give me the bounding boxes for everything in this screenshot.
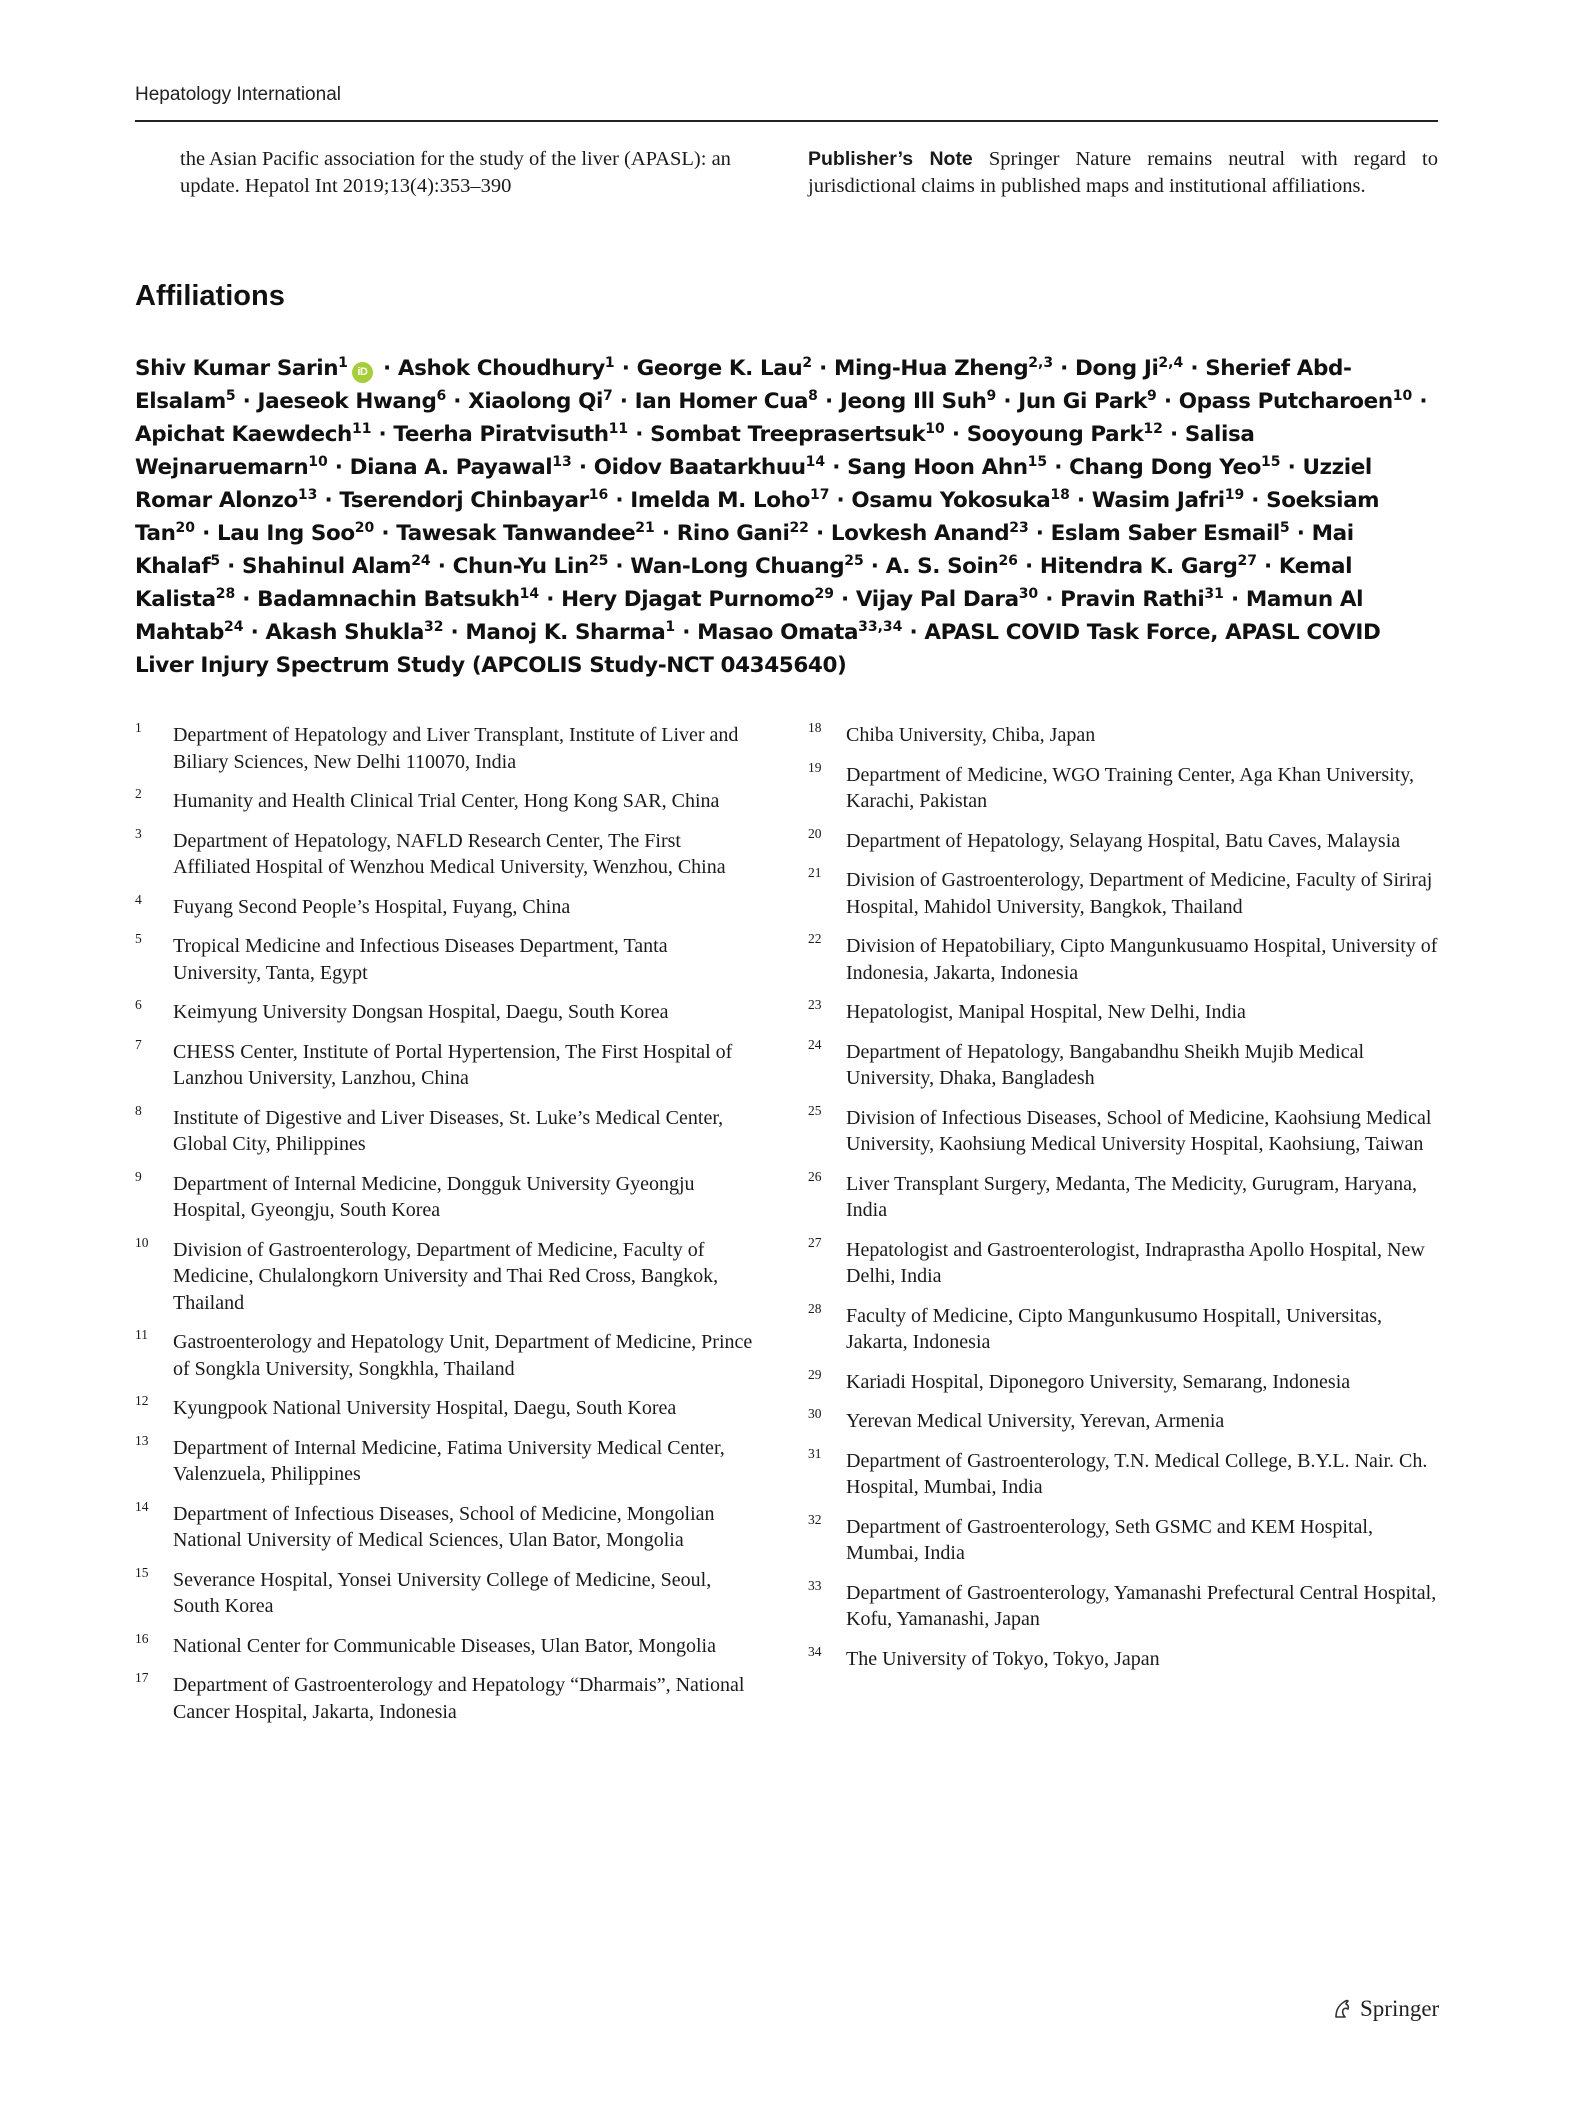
affiliation-text: Department of Internal Medicine, Dongguk University Gyeongju Hospital, Gyeongju, South Korea [173, 1172, 695, 1221]
author-name: Oidov Baatarkhuu [593, 455, 806, 480]
affiliation-text: Division of Gastroenterology, Department of Medicine, Faculty of Siriraj Hospital, Mahidol University, Bangkok, Thailand [846, 869, 1433, 918]
affiliation-number: 11 [135, 1327, 148, 1342]
affiliation-number: 19 [808, 759, 822, 775]
affiliation-number: 8 [135, 1102, 142, 1118]
author-affiliation-ref: 13 [552, 454, 572, 470]
author-name: A. S. Soin [885, 554, 999, 579]
affiliation-number: 28 [808, 1300, 822, 1316]
affiliation-item [808, 1234, 1438, 1290]
affiliation-text: Hepatologist, Manipal Hospital, New Delhi, India [846, 1001, 1246, 1023]
affiliation-item [808, 759, 1438, 815]
affiliation-number: 12 [135, 1393, 149, 1408]
author-name: Mai Khalaf [135, 521, 1354, 579]
author-entry [396, 521, 655, 546]
running-head: Hepatology International [135, 84, 341, 105]
author-affiliation-ref: 10 [308, 454, 328, 470]
author-affiliation-ref: 17 [809, 487, 830, 503]
affiliation-text: Institute of Digestive and Liver Diseases, St. Luke’s Medical Center, Global City, Philippines [173, 1106, 724, 1155]
affiliation-number: 3 [135, 825, 142, 841]
affiliation-number: 21 [808, 865, 822, 880]
author-affiliation-ref: 21 [635, 520, 655, 536]
section-title: Affiliations [135, 280, 285, 312]
affiliation-number: 13 [135, 1432, 149, 1448]
affiliation-text: Tropical Medicine and Infectious Diseases Department, Tanta University, Tanta, Egypt [173, 935, 668, 984]
affiliation-number: 22 [808, 931, 822, 946]
affiliation-item [808, 867, 1438, 920]
author-entry [677, 521, 809, 546]
author-affiliation-ref: 11 [608, 421, 629, 437]
author-entry [594, 455, 825, 480]
author-name: Akash Shukla [265, 620, 424, 645]
author-affiliation-ref: 10 [925, 421, 945, 437]
affiliation-text: Keimyung University Dongsan Hospital, Daegu, South Korea [173, 1001, 669, 1023]
author-entry [1051, 521, 1290, 546]
orcid-icon[interactable]: iD [352, 362, 373, 383]
author-affiliation-ref: 5 [225, 388, 236, 404]
author-affiliation-ref: 24 [224, 619, 244, 635]
affiliation-text: Department of Hepatology and Liver Transplant, Institute of Liver and Biliary Sciences, New Delhi 110070, India [173, 724, 739, 773]
author-name: Hitendra K. Garg [1039, 554, 1238, 579]
author-name: Rino Gani [676, 521, 790, 546]
author-affiliation-ref: 32 [423, 619, 444, 635]
affiliation-number: 15 [135, 1564, 149, 1580]
affiliation-text: Chiba University, Chiba, Japan [846, 724, 1096, 746]
affiliation-text: Liver Transplant Surgery, Medanta, The Medicity, Gurugram, Haryana, India [846, 1172, 1417, 1221]
affiliation-number: 33 [808, 1577, 822, 1593]
affiliation-text: Gastroenterology and Hepatology Unit, Department of Medicine, Prince of Songkla University, Songkhla, Thailand [173, 1331, 753, 1380]
author-entry [967, 422, 1163, 447]
author-affiliation-ref: 10 [1392, 388, 1413, 404]
affiliation-text: Kyungpook National University Hospital, Daegu, South Korea [173, 1397, 677, 1419]
author-affiliation-ref: 27 [1237, 553, 1257, 569]
affiliation-number: 20 [808, 825, 822, 841]
affiliation-number: 7 [135, 1036, 142, 1052]
author-affiliation-ref: 29 [814, 586, 834, 602]
affiliation-text: Division of Infectious Diseases, School of Medicine, Kaohsiung Medical University, Kaohsiung Medical University Hospital, Kaohsiung, Taiwan [846, 1106, 1432, 1155]
affiliation-text: Department of Infectious Diseases, School of Medicine, Mongolian National University of Medical Sciences, Ulan Bator, Mongolia [173, 1502, 715, 1551]
affiliation-number: 4 [135, 891, 142, 907]
affiliation-item [808, 1577, 1438, 1633]
author-entry [886, 554, 1018, 579]
publisher-note [808, 146, 1438, 200]
author-name: Jeong Ill Suh [839, 389, 987, 414]
affiliation-item [135, 891, 755, 921]
affiliation-text: Department of Hepatology, Selayang Hospital, Batu Caves, Malaysia [846, 829, 1401, 852]
affiliation-item [135, 999, 755, 1026]
author-affiliation-ref: 14 [805, 454, 826, 470]
affiliation-number: 10 [135, 1234, 149, 1250]
author-name: Hery Djagat Purnomo [561, 587, 815, 612]
affiliation-text: CHESS Center, Institute of Portal Hypertension, The First Hospital of Lanzhou University, Lanzhou, China [173, 1040, 733, 1089]
affiliation-item [135, 1036, 755, 1092]
author-affiliation-ref: 19 [1224, 487, 1245, 503]
author-entry [135, 356, 376, 381]
affiliation-text: Severance Hospital, Yonsei University College of Medicine, Seoul, South Korea [173, 1568, 712, 1617]
author-affiliation-ref: 7 [602, 388, 613, 404]
author-affiliation-ref: 15 [1261, 454, 1281, 470]
author-name: Diana A. Payawal [349, 455, 553, 480]
author-name: Badamnachin Batsukh [257, 587, 520, 612]
affiliation-number: 23 [808, 997, 822, 1012]
author-affiliation-ref: 6 [436, 388, 447, 404]
affiliation-number: 29 [808, 1366, 822, 1382]
author-entry [851, 488, 1069, 513]
author-entry [398, 356, 615, 381]
affiliation-number: 31 [808, 1445, 822, 1461]
affiliation-item [808, 1168, 1438, 1224]
author-entry [856, 587, 1038, 612]
author-entry [635, 389, 818, 414]
author-name: Opass Putcharoen [1178, 389, 1393, 414]
publisher-note-text: Springer Nature remains neutral with regard to jurisdictional claims in published maps and institutional affiliations. [808, 148, 1438, 197]
author-affiliation-ref: 25 [844, 553, 864, 569]
author-affiliation-ref: 25 [588, 553, 609, 569]
affiliation-text: Department of Internal Medicine, Fatima University Medical Center, Valenzuela, Philippines [173, 1436, 725, 1485]
affiliation-item [808, 1036, 1438, 1092]
author-name: Xiaolong Qi [468, 389, 603, 414]
affiliation-item [808, 1408, 1438, 1435]
author-name: Soeksiam Tan [135, 488, 1380, 546]
affiliation-item [135, 1432, 755, 1488]
affiliation-number: 14 [135, 1498, 149, 1514]
author-entry [257, 587, 539, 612]
author-name: Jun Gi Park [1018, 389, 1148, 414]
author-name: Tawesak Tanwandee [396, 521, 636, 546]
author-list: Shiv Kumar Sarin$^1$iD · Ashok Choudhury$^1$ · George K. Lau$^2$ · Ming-Hua Zheng$^{2,3}$ · Dong Ji$^{2,4}$ · Sherief Abd-Elsalam$^5$ · Jaeseok Hwang$^6$ · Xiaolong $Qi^7$ · Ian Homer Cua$^8$ · Jeong Ill Suh$^9$ · Jun Gi Park$^9$ · Opass Putcharoen$^{10}$ · Apichat Kaewdech$^{11}$ · Teerha Piratvisuth$^{11}$ · Sombat Treeprasertsuk$^{10}$ · Sooyoung Park$^{12}$ · Salisa Wejnaruemarn$^{10}$ · Diana A. Payawal$^{13}$ · Oidov Baatarkhuu$^{14}$ · Sang Hoon Ahn$^{15}$ · Chang Dong Yeo$^{15}$ · Uzziel Romar Alonzo$^{13}$ · Tserendorj Chinbayar$^{16}$ · Imelda M. Loho$^{17}$ · Osamu Yokosuka$^{18}$ · Wasim Jafri$^{19}$ · Soeksiam Tan$^{20}$ · Lau Ing Soo$^{20}$ · Tawesak Tanwandee$^{21}$ · Rino Gani$^{22}$ · Lovkesh Anand$^{23}$ · Eslam Saber Esmail$^5$ · Mai Khalaf$^5$ · Shahinul Alam$^{24}$ · Chun-Yu Lin$^{25}$ · Wan-Long Chuang$^{25}$ · A. S. Soin$^{26}$ · Hitendra K. Garg$^{27}$ · Kemal Kalista$^{28}$ · Badamnachin Batsukh$^{14}$ · Hery Djagat Purnomo$^{29}$ · Vijay Pal Dara$^{30}$ · Pravin Rathi$^{31}$ · Mamun Al Mahtab$^{24}$ · Akash Shukla$^{32}$ · Manoj K. Sharma$^1$ · Masao Omata$^{33,34}$ · APASL COVID Task Force, APASL COVID Liver Injury Spectrum Study (APCOLIS Study-NCT 04345640) [135, 355, 1428, 678]
author-affiliation-ref: 16 [588, 487, 609, 503]
affiliation-item [135, 1234, 755, 1317]
author-affiliation-ref: 14 [519, 586, 540, 602]
affiliation-text: Kariadi Hospital, Diponegoro University, Semarang, Indonesia [846, 1370, 1351, 1393]
author-entry [637, 356, 812, 381]
author-affiliation-ref: 2,4 [1158, 355, 1184, 371]
affiliation-text: Hepatologist and Gastroenterologist, Indraprastha Apollo Hospital, New Delhi, India [846, 1238, 1425, 1287]
affiliation-text: Division of Hepatobiliary, Cipto Mangunkusuamo Hospital, University of Indonesia, Jakarta, Indonesia [846, 935, 1438, 984]
affiliation-item [135, 933, 755, 986]
affiliation-item [135, 722, 755, 775]
author-affiliation-ref: 9 [1147, 388, 1157, 404]
author-name: Uzziel Romar Alonzo [135, 455, 1372, 513]
author-name: Kemal Kalista [135, 554, 1353, 612]
author-name: Ashok Choudhury [397, 356, 605, 381]
affiliation-item [808, 1643, 1438, 1673]
affiliation-item [808, 825, 1438, 855]
author-name: Jaeseok Hwang [257, 389, 437, 414]
affiliations-right-column [808, 722, 1438, 1685]
author-entry [840, 389, 996, 414]
author-affiliation-ref: 5 [1279, 520, 1290, 536]
author-entry [697, 620, 902, 645]
affiliation-item [808, 999, 1438, 1026]
affiliation-item [135, 1672, 755, 1725]
affiliation-number: 16 [135, 1630, 149, 1646]
author-name: Teerha Piratvisuth [393, 422, 609, 447]
header-rule [135, 120, 1438, 122]
author-affiliation-ref: 13 [297, 487, 318, 503]
author-entry [630, 488, 829, 513]
publisher-logo [1330, 1996, 1439, 2022]
author-affiliation-ref: 33,34 [858, 619, 903, 635]
author-name: Mamun Al Mahtab [135, 587, 1364, 645]
author-affiliation-ref: 20 [354, 520, 375, 536]
author-affiliation-ref: 12 [1143, 421, 1163, 437]
author-affiliation-ref: 30 [1018, 586, 1039, 602]
affiliation-text: Faculty of Medicine, Cipto Mangunkusumo Hospitall, Universitas, Jakarta, Indonesia [846, 1304, 1383, 1353]
affiliation-item [135, 1102, 755, 1158]
author-entry [393, 422, 628, 447]
author-affiliation-ref: 2 [802, 355, 813, 371]
author-entry [135, 422, 371, 447]
author-affiliation-ref: 24 [411, 553, 431, 569]
author-name: Salisa Wejnaruemarn [135, 422, 1255, 480]
author-affiliation-ref: 1 [604, 355, 615, 371]
affiliation-number: 1 [135, 720, 142, 735]
author-entry [1075, 356, 1183, 381]
publisher-name: Springer [1360, 1996, 1440, 2021]
author-name: Vijay Pal Dara [855, 587, 1019, 612]
author-affiliation-ref: 22 [789, 520, 809, 536]
affiliation-item [808, 933, 1438, 986]
author-name: Dong Ji [1075, 356, 1159, 381]
author-entry [217, 521, 374, 546]
author-name: Wasim Jafri [1091, 488, 1225, 513]
affiliation-text: Department of Medicine, WGO Training Center, Aga Khan University, Karachi, Pakistan [846, 763, 1414, 812]
author-entry [847, 455, 1047, 480]
author-entry [1060, 587, 1224, 612]
affiliation-item [808, 1445, 1438, 1501]
affiliation-text: Department of Gastroenterology and Hepatology “Dharmais”, National Cancer Hospital, Jakarta, Indonesia [173, 1674, 745, 1723]
affiliation-item [135, 825, 755, 881]
author-affiliation-ref: 8 [808, 388, 818, 404]
affiliation-item [135, 1564, 755, 1620]
author-name: Shahinul Alam [242, 554, 412, 579]
affiliation-number: 24 [808, 1036, 822, 1052]
affiliation-number: 27 [808, 1234, 822, 1250]
author-affiliation-ref: 11 [351, 421, 372, 437]
affiliation-number: 5 [135, 931, 142, 946]
author-name: Sooyoung Park [966, 422, 1144, 447]
affiliation-text: Department of Gastroenterology, Seth GSMC and KEM Hospital, Mumbai, India [846, 1515, 1373, 1564]
author-entry [1040, 554, 1257, 579]
affiliation-item [808, 722, 1438, 749]
affiliation-number: 26 [808, 1168, 822, 1184]
author-name: Osamu Yokosuka [851, 488, 1051, 513]
author-entry [242, 554, 431, 579]
affiliation-item [135, 1329, 755, 1382]
author-entry [465, 620, 675, 645]
affiliations-left-column [135, 722, 755, 1738]
author-name: Tserendorj Chinbayar [339, 488, 589, 513]
affiliation-item [135, 1630, 755, 1660]
affiliation-number: 17 [135, 1670, 149, 1685]
author-affiliation-ref: 1 [338, 355, 348, 371]
author-affiliation-ref: 1 [665, 619, 676, 635]
author-affiliation-ref: 15 [1027, 454, 1048, 470]
affiliation-item [808, 1366, 1438, 1396]
author-entry [650, 422, 945, 447]
author-name: Sherief Abd-Elsalam [135, 356, 1352, 414]
author-affiliation-ref: 2,3 [1028, 355, 1054, 371]
affiliation-text: Department of Gastroenterology, T.N. Medical College, B.Y.L. Nair. Ch. Hospital, Mumbai, India [846, 1449, 1428, 1498]
author-entry [350, 455, 572, 480]
affiliation-number: 32 [808, 1511, 822, 1527]
author-affiliation-ref: 23 [1009, 520, 1029, 536]
author-name: George K. Lau [636, 356, 803, 381]
affiliation-text: Department of Hepatology, Bangabandhu Sheikh Mujib Medical University, Dhaka, Bangladesh [846, 1040, 1365, 1089]
author-name: Masao Omata [697, 620, 859, 645]
author-entry [1179, 389, 1413, 414]
affiliation-item [135, 1168, 755, 1224]
author-name: Manoj K. Sharma [465, 620, 666, 645]
author-name: Sombat Treeprasertsuk [650, 422, 926, 447]
author-name: Wan-Long Chuang [630, 554, 845, 579]
author-affiliation-ref: 31 [1204, 586, 1224, 602]
author-affiliation-ref: 28 [215, 586, 236, 602]
author-entry [453, 554, 609, 579]
author-name: Ian Homer Cua [634, 389, 809, 414]
affiliation-text: Yerevan Medical University, Yerevan, Armenia [846, 1410, 1225, 1432]
author-entry [561, 587, 834, 612]
affiliation-item [808, 1300, 1438, 1356]
author-entry [1092, 488, 1244, 513]
author-entry [265, 620, 443, 645]
springer-horse-icon [1330, 1997, 1354, 2021]
affiliation-text: Division of Gastroenterology, Department of Medicine, Faculty of Medicine, Chulalongkorn University and Thai Red Cross, Bangkok, Thailand [173, 1238, 719, 1314]
author-name: Shiv Kumar Sarin [135, 356, 339, 381]
author-entry [339, 488, 608, 513]
author-entry [831, 521, 1029, 546]
affiliation-text: Fuyang Second People’s Hospital, Fuyang, China [173, 895, 571, 918]
author-name: Lovkesh Anand [830, 521, 1010, 546]
author-affiliation-ref: 9 [986, 388, 997, 404]
author-name: Chang Dong Yeo [1069, 455, 1261, 480]
affiliation-text: Humanity and Health Clinical Trial Center, Hong Kong SAR, China [173, 790, 720, 812]
author-name: Sang Hoon Ahn [847, 455, 1028, 480]
author-entry [834, 356, 1053, 381]
reference-continuation: the Asian Pacific association for the study of the liver (APASL): an update. Hepatol Int 2019;13(4):353–390 [180, 148, 731, 197]
affiliation-number: 30 [808, 1406, 822, 1421]
affiliation-number: 9 [135, 1168, 142, 1184]
affiliation-item [135, 1498, 755, 1554]
affiliation-number: 2 [135, 786, 142, 801]
author-entry [630, 554, 863, 579]
author-name: Pravin Rathi [1060, 587, 1205, 612]
affiliation-number: 34 [808, 1643, 822, 1659]
author-entry [1018, 389, 1157, 414]
author-name: Ming-Hua Zheng [834, 356, 1029, 381]
author-name: Apichat Kaewdech [135, 422, 352, 447]
author-affiliation-ref: 20 [175, 520, 195, 536]
affiliation-item [808, 1511, 1438, 1567]
author-name: Imelda M. Loho [630, 488, 810, 513]
author-affiliation-ref: 26 [998, 553, 1018, 569]
author-name: Eslam Saber Esmail [1050, 521, 1280, 546]
affiliation-number: 18 [808, 720, 822, 735]
affiliation-item [135, 1395, 755, 1422]
author-entry [258, 389, 447, 414]
author-entry [1069, 455, 1280, 480]
author-name: Chun-Yu Lin [452, 554, 589, 579]
affiliation-number: 25 [808, 1102, 822, 1118]
affiliation-item [135, 788, 755, 815]
affiliation-text: Department of Gastroenterology, Yamanashi Prefectural Central Hospital, Kofu, Yamanashi, Japan [846, 1581, 1437, 1630]
affiliation-item [808, 1102, 1438, 1158]
author-name: Lau Ing Soo [216, 521, 355, 546]
affiliation-text: The University of Tokyo, Tokyo, Japan [846, 1647, 1160, 1670]
affiliation-number: 6 [135, 997, 142, 1012]
affiliation-text: National Center for Communicable Diseases, Ulan Bator, Mongolia [173, 1634, 716, 1657]
author-affiliation-ref: 5 [210, 553, 221, 569]
affiliation-text: Department of Hepatology, NAFLD Research Center, The First Affiliated Hospital of Wenzhou Medical University, Wenzhou, China [173, 829, 726, 878]
author-entry [468, 389, 613, 414]
author-affiliation-ref: 18 [1050, 487, 1070, 503]
publisher-note-label: Publisher’s Note [808, 148, 973, 170]
author-name: APASL COVID Task Force, APASL COVID Liver Injury Spectrum Study (APCOLIS Study-NCT 04345640) [135, 620, 1381, 678]
